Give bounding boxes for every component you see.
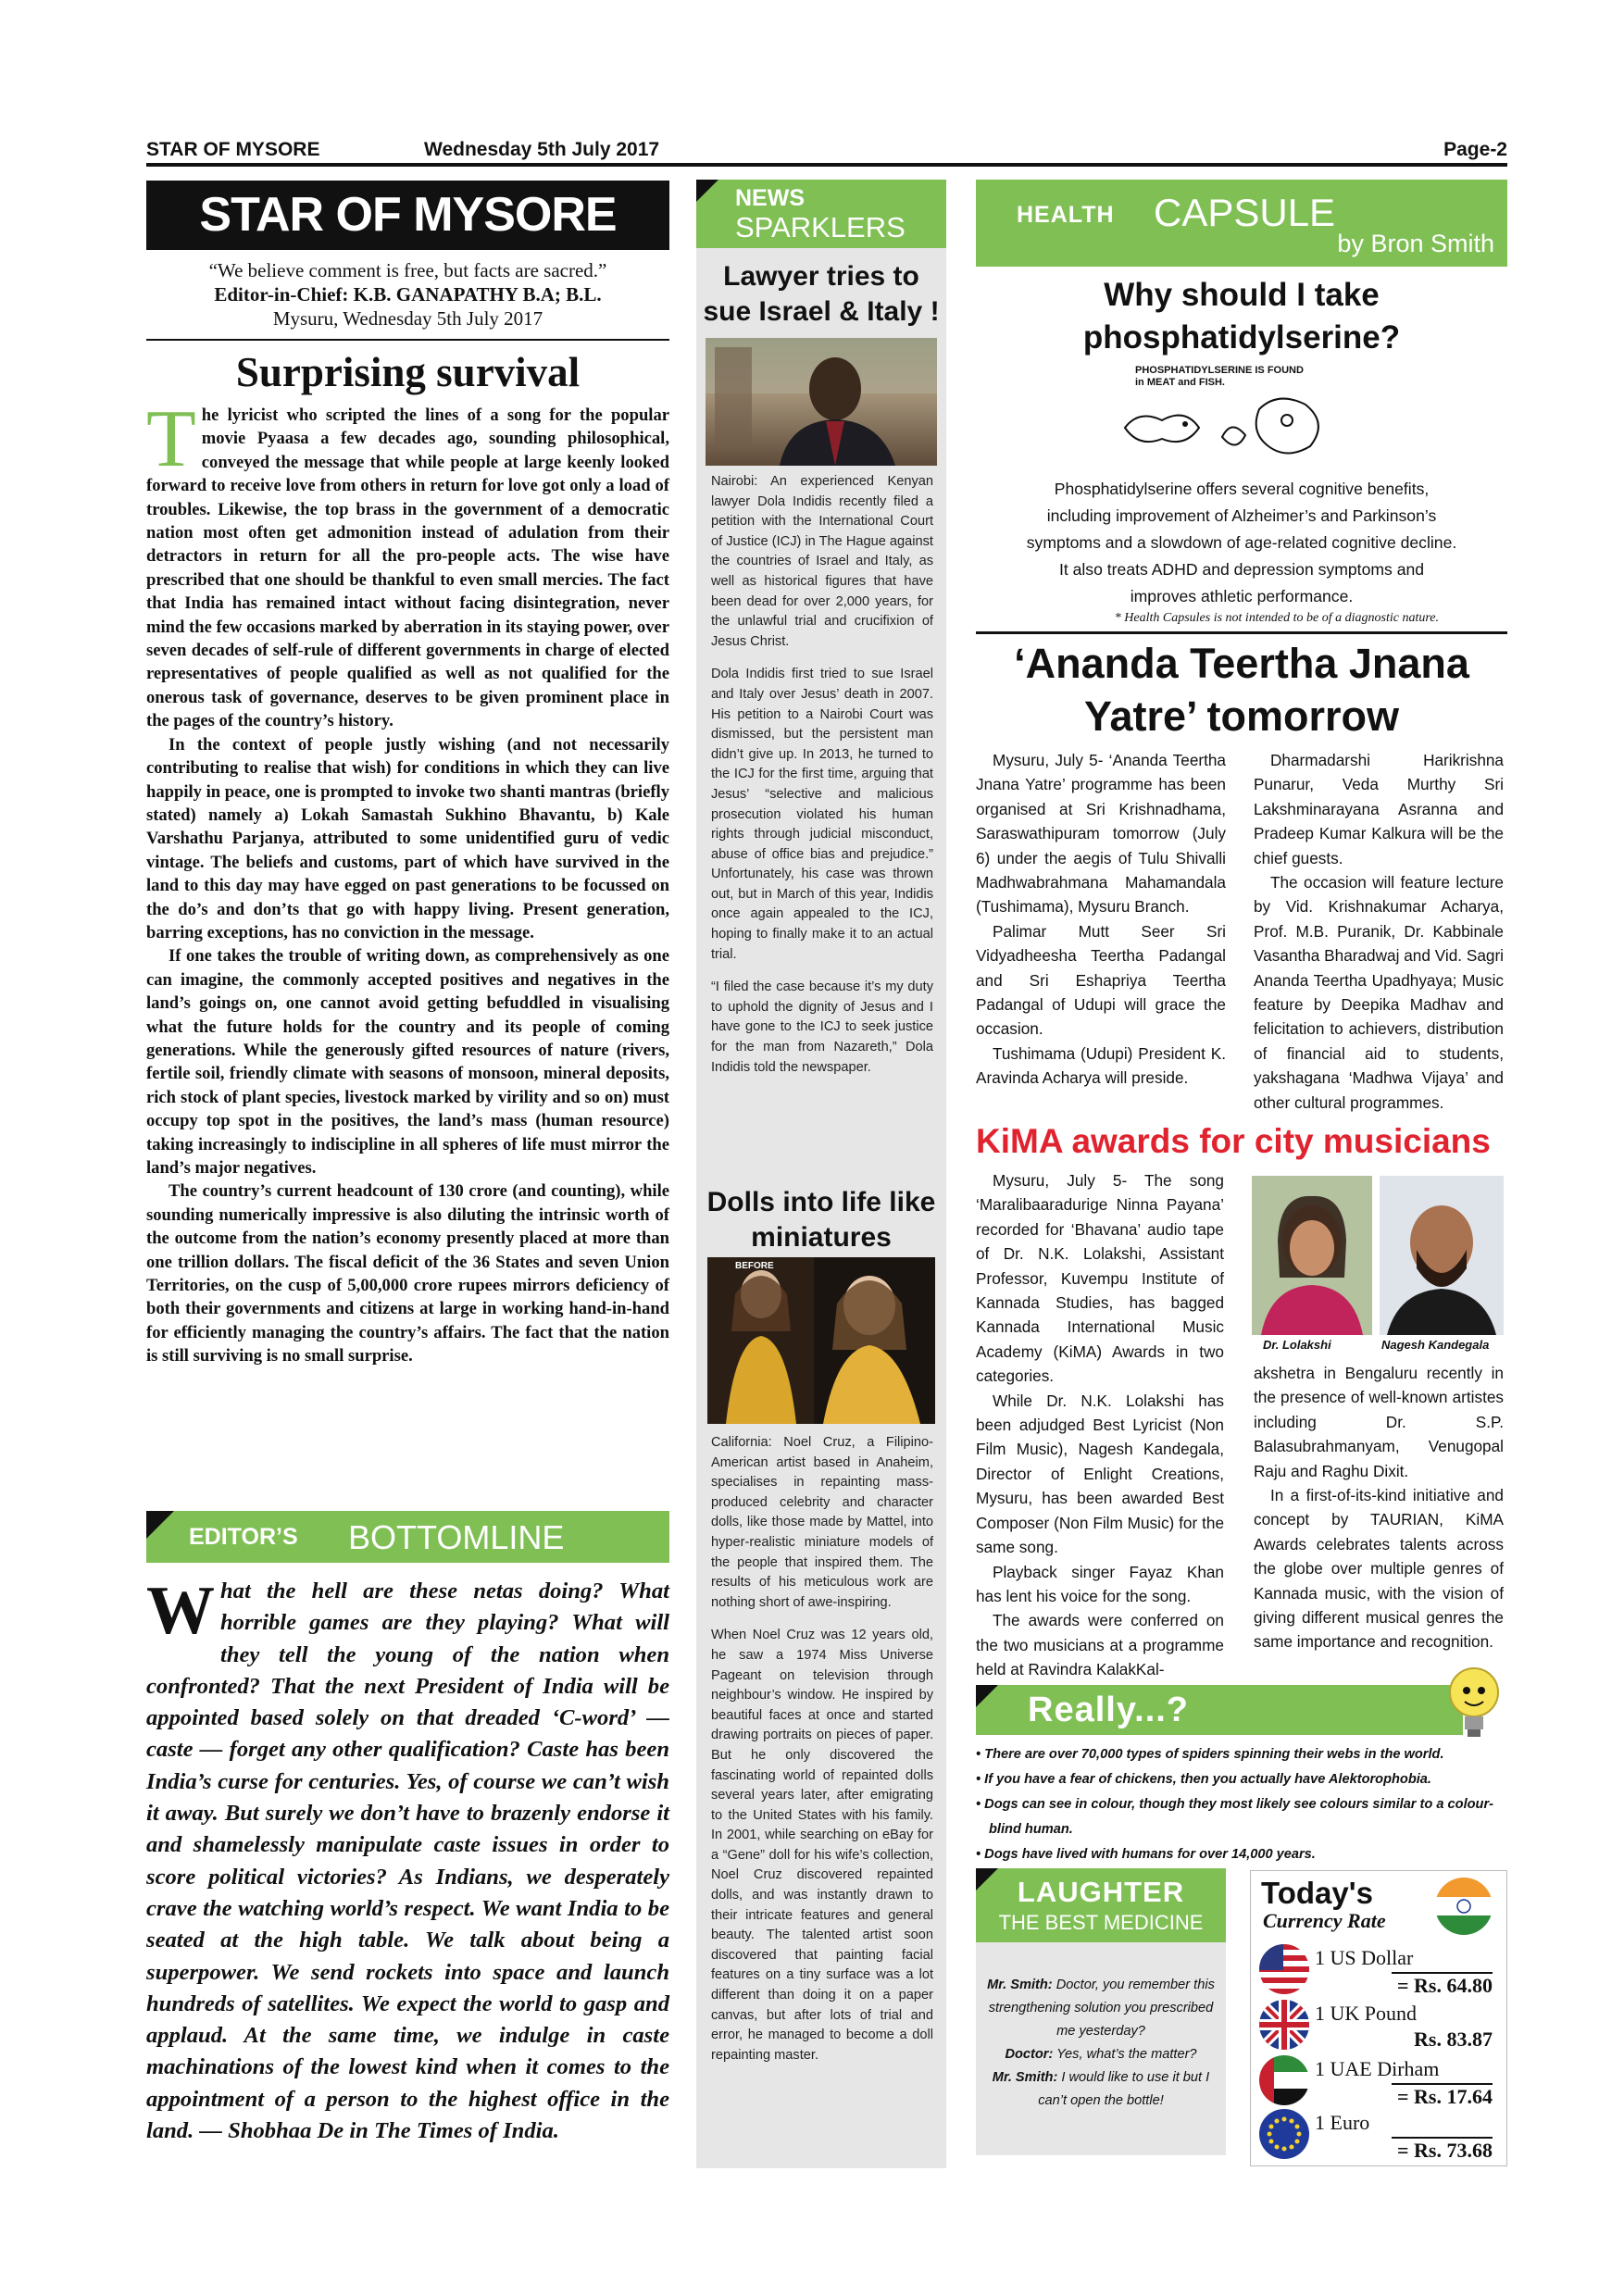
divider <box>976 631 1507 634</box>
joke-speaker: Mr. Smith: <box>987 1978 1053 1992</box>
editorial-paragraph: he lyricist who scripted the lines of a song for the popular movie Pyaasa a few decades ago, sounding philosophical, conveyed the message that while people at large keenly looked forward to receive love from others in return for love got only a load of troubles. Likewise, the top brass in the government of a democratic nation most often get admonition instead of adulation from their detractors in return for all the pro-people acts. The wise have prescribed that one should be thankful to even small mercies. The fact that India has remained intact without facing disintegration, never mind the few occasions marked by aberration in its staying power, over seven decades of self-rule of different governments in charge of elected representatives of people qualified as well as not qualified for the onerous task of governance, deserves to be given prominent place in the pages of the country’s history. <box>146 406 669 731</box>
joke-line: Yes, what’s the matter? <box>1053 2047 1197 2062</box>
story2-headline: Dolls into life like miniatures <box>706 1187 936 1253</box>
editorial-dateline: Mysuru, Wednesday 5th July 2017 <box>272 307 543 330</box>
ananda-col2 <box>1254 748 1504 1115</box>
laughter-banner <box>976 1868 1226 1942</box>
currency-name: 1 UAE Dirham <box>1315 2057 1440 2080</box>
dolls-photo <box>707 1257 935 1424</box>
ananda-paragraph: Dharmadarshi Harikrishna Punarur, Veda Murthy Sri Lakshminarayana Asranna and Pradeep Kumar Kalkura will be the chief guests. <box>1254 751 1504 867</box>
editorial-paragraph: The country’s current headcount of 130 crore (and counting), while sounding numerically impressive is also diluting the intrinsic worth of the outcome from the nation’s economy presently placed at more than one trillion dollars. The fiscal deficit of the 36 States and seven Union Territories, on the cusp of 5,00,000 crore rupees mirrors deficiency of both their governments and citizens at large in working hand-in-hand for efficiently managing the country’s affairs. The fact that the nation is still surviving is no small surprise. <box>146 1181 669 1366</box>
uae-flag-icon <box>1259 2055 1309 2105</box>
fact-item: • There are over 70,000 types of spiders spinning their webs in the world. <box>976 1747 1444 1762</box>
health-body: Phosphatidylserine offers several cognitive benefits, including improvement of Alzheimer’s and Parkinson’s symptoms and a slowdown of age-related cognitive decline. It also treats ADHD and depression symptoms and improves athletic performance. <box>1026 480 1457 605</box>
health-label: CAPSULE <box>1154 191 1336 234</box>
lolakshi-photo <box>1252 1176 1372 1335</box>
currency-value: = Rs. 17.64 <box>1392 2083 1493 2109</box>
nagesh-photo <box>1380 1176 1504 1335</box>
caption-lolakshi: Dr. Lolakshi <box>1263 1338 1331 1352</box>
currency-value: Rs. 83.87 <box>1414 2028 1493 2051</box>
lightbulb-icon <box>1444 1663 1504 1741</box>
joke-speaker: Mr. Smith: <box>992 2070 1058 2085</box>
lawyer-photo <box>706 338 937 466</box>
joke-line: Doctor, you remember this strengthening solution you prescribed me yesterday? <box>988 1978 1215 2039</box>
news-label-top: NEWS <box>735 185 805 211</box>
editorial-title: Surprising survival <box>235 349 581 395</box>
header-page-number: Page-2 <box>1443 139 1507 160</box>
really-facts <box>976 1742 1507 1867</box>
editorial-body <box>146 394 669 1368</box>
currency-row-usd <box>1259 1944 1502 1998</box>
ananda-col1 <box>976 748 1226 1091</box>
kima-headline: KiMA awards for city musicians <box>976 1122 1491 1160</box>
bottomline-text: hat the hell are these netas doing? What horrible games are they playing? What will they tell the young of the nation when confronted? That the next President of India will be appointed based solely on that dreaded ‘C-word’ — caste — forget any other qualification? Caste has been India’s curse for centuries. Yes, of course we can’t wish it away. But surely we don’t have to brazenly endorse it and shamelessly manipulate caste issues in order to score political victories? As Indians, we desperately crave the watching world’s respect. We want India to be seated at the high table. We talk about being a superpower. We send rockets into space and launch hundreds of satellites. We expect the world to gasp and applaud. At the same time, we indulge in caste machinations of the lowest kind when it comes to the appointment of a person to the highest office in the land. — Shobhaa De in The Times of India. <box>146 1578 669 2144</box>
cartoon-caption: PHOSPHATIDYLSERINE IS FOUND in MEAT and FISH. <box>1135 365 1304 388</box>
page-header-bar <box>146 139 1507 167</box>
ananda-paragraph: Mysuru, July 5- ‘Ananda Teertha Jnana Yatre’ programme has been organised at Sri Krishnadhama, Saraswathipuram tomorrow (July 6) under the aegis of Tulu Shivalli Madhwabrahmana Mahamandala (Tushimama), Mysuru Branch. <box>976 751 1226 917</box>
ananda-paragraph: Palimar Mutt Seer Sri Vidyadheesha Teertha Padangal and Sri Eshapriya Teertha Padangal of Udupi will grace the occasion. <box>976 921 1226 1039</box>
bottomline-banner <box>146 1511 669 1563</box>
news-label-bottom: SPARKLERS <box>735 211 906 243</box>
story1-paragraph: Nairobi: An experienced Kenyan lawyer Dola Indidis recently filed a petition with the International Court of Justice (ICJ) in The Hague against the countries of Israel and Italy, as well as historical figures that have been dead for over 2,000 years, for the unlawful trial and crucifixion of Jesus Christ. <box>711 474 933 649</box>
laughter-label-top: LAUGHTER <box>1017 1876 1185 1908</box>
health-cartoon <box>1120 363 1333 465</box>
kima-paragraph: Mysuru, July 5- The song ‘Maralibaaradurige Ninna Payana’ recorded for ‘Bhavana’ audio tape of Dr. N.K. Lolakshi, Assistant Professor, Kuvempu Institute of Kannada Studies, has bagged Kannada International Music Academy (KiMA) Awards in two categories. <box>976 1171 1224 1386</box>
masthead-logo: STAR OF MYSORE <box>146 181 669 250</box>
editor-in-chief: Editor-in-Chief: K.B. GANAPATHY B.A; B.L. <box>214 283 602 306</box>
kima-col1 <box>976 1168 1224 1682</box>
ananda-paragraph: The occasion will feature lecture by Vid. Krishnakumar Acharya, Prof. M.B. Puranik, Dr. Kabbinale Vasantha Bharadwaj and Vid. Sagri Ananda Teertha Upadhyaya; Music feature by Deepika Madhav and felicitation to achievers, distribution of financial aid to students, yakshagana ‘Madhwa Vijaya’ and other cultural programmes. <box>1254 873 1504 1112</box>
photo-before-label: BEFORE <box>735 1261 774 1271</box>
story2-paragraph: When Noel Cruz was 12 years old, he saw a 1974 Miss Universe Pageant on television through neighbour’s window. He inspired by beautiful faces at once and started drawing portraits on pieces of paper. But he only discovered the fascinating world of repainted dolls several years later, after emigrating to the United States with his family. In 2001, while searching on eBay for a “Gene” doll for his wife’s collection, Noel Cruz discovered repainted dolls, and was instantly drawn to their intricate features and general beauty. The talented artist soon discovered that painting facial features on a tiny surface was a lot different than doing it on a paper canvas, but after lots of trial and error, he managed to become a doll repainting master. <box>711 1628 933 2063</box>
bottomline-dropcap: W <box>146 1573 215 1649</box>
fact-item: • Dogs can see in colour, though they most likely see colours similar to a colour-blind human. <box>976 1797 1493 1837</box>
story1-headline: Lawyer tries to sue Israel & Italy ! <box>703 261 940 327</box>
kima-paragraph: Playback singer Fayaz Khan has lent his voice for the song. <box>976 1562 1224 1605</box>
fact-item: • Dogs have lived with humans for over 14,000 years. <box>976 1847 1316 1862</box>
currency-row-eur <box>1259 2109 1502 2163</box>
bottomline-label: BOTTOMLINE <box>348 1518 565 1556</box>
header-date: Wednesday 5th July 2017 <box>424 139 660 160</box>
ananda-paragraph: Tushimama (Udupi) President K. Aravinda Acharya will preside. <box>976 1043 1226 1088</box>
health-note: * Health Capsules is not intended to be of a diagnostic nature. <box>1114 611 1439 625</box>
health-byline: by Bron Smith <box>1337 230 1494 257</box>
news-sparklers-banner <box>696 180 946 248</box>
eu-flag-icon <box>1259 2109 1309 2159</box>
bottomline-body <box>146 1573 669 2147</box>
currency-subtitle: Currency Rate <box>1263 1909 1386 1932</box>
story2-paragraph: California: Noel Cruz, a Filipino-American artist based in Anaheim, specialises in repainting mass-produced celebrity and character dolls, like those made by Mattel, into hyper-realistic miniature models of the people that inspired them. The results of his meticulous work are nothing short of awe-inspiring. <box>711 1435 933 1610</box>
currency-value: = Rs. 73.68 <box>1392 2137 1493 2163</box>
divider <box>146 339 669 341</box>
india-flag-icon <box>1435 1878 1493 1935</box>
joke-line: I would like to use it but I can’t open the bottle! <box>1038 2070 1210 2108</box>
health-capsule-banner <box>976 180 1507 267</box>
uk-flag-icon <box>1259 2000 1309 2050</box>
currency-name: 1 Euro <box>1315 2111 1370 2134</box>
laughter-label-bottom: THE BEST MEDICINE <box>998 1911 1204 1934</box>
header-paper-name: STAR OF MYSORE <box>146 139 320 160</box>
really-banner <box>976 1685 1463 1735</box>
kima-paragraph: The awards were conferred on the two musicians at a programme held at Ravindra KalakKal- <box>976 1611 1224 1679</box>
bottomline-label-bold: EDITOR’S <box>189 1524 298 1550</box>
kima-paragraph: akshetra in Bengaluru recently in the presence of well-known artistes including Dr. S.P. Balasubrahmanyam, Venugopal Raju and Raghu Dixit. <box>1254 1364 1504 1480</box>
really-label: Really...? <box>1028 1691 1190 1729</box>
health-question: Why should I take phosphatidylserine? <box>1082 277 1401 356</box>
laughter-joke <box>983 1974 1218 2113</box>
kima-col2 <box>1254 1361 1504 1654</box>
editorial-dropcap: T <box>146 394 196 484</box>
story1-paragraph: “I filed the case because it’s my duty to uphold the dignity of Jesus and I have gone to the ICJ to seek justice for the man from Nazareth,” Dola Indidis told the newspaper. <box>711 980 933 1075</box>
caption-nagesh: Nagesh Kandegala <box>1381 1338 1490 1352</box>
currency-name: 1 US Dollar <box>1315 1946 1414 1969</box>
masthead-motto: “We believe comment is free, but facts are sacred.” <box>208 259 607 281</box>
kima-captions <box>1252 1335 1504 1355</box>
editorial-paragraph: If one takes the trouble of writing down, as comprehensively as one can imagine, the commonly accepted positives and negatives in the land’s goings on, one cannot avoid getting befuddled in visualising what the future holds for the country and its people of coming generations. While the generously gifted resources of nature (rivers, fertile soil, friendly climate with seasons of monsoon, mineral deposits, rich stock of plant species, livestock marked by virility and so on) must occupy top spot in the positives, the land’s mass (human resource) taking increasingly to indiscipline in all spheres of life must mirror the land’s major negatives. <box>146 946 669 1178</box>
currency-row-aed <box>1259 2055 1502 2109</box>
kima-paragraph: In a first-of-its-kind initiative and concept by TAURIAN, KiMA Awards celebrates talents across the globe over multiple genres of Kannada music, with the vision of giving different musical genres the same importance and recognition. <box>1254 1486 1504 1652</box>
currency-name: 1 UK Pound <box>1315 2002 1418 2025</box>
story2-body <box>711 1433 933 2078</box>
currency-row-gbp <box>1259 2000 1502 2053</box>
currency-title: Today's <box>1261 1876 1373 1910</box>
story1-paragraph: Dola Indidis first tried to sue Israel and Italy over Jesus’ death in 2007. His petition to a Nairobi Court was dismissed, but the persistent man didn’t give up. In 2013, he turned to the ICJ for the first time, arguing that Jesus’ “selective and malicious prosecution violated his human rights through judicial misconduct, abuse of office bias and prejudice.” Unfortunately, his case was thrown out, but in March of this year, Indidis once again appealed to the ICJ, hoping to finally make it to an actual trial. <box>711 667 933 962</box>
currency-value: = Rs. 64.80 <box>1392 1972 1493 1998</box>
us-flag-icon <box>1259 1944 1309 1994</box>
story1-body <box>711 472 933 1091</box>
editorial-paragraph: In the context of people justly wishing (and not necessarily contributing to realise that wish) for conditions in which they can live happily in peace, one is prompted to invoke two shanti mantras (briefly stated) namely a) Lokah Samastah Sukhino Bhavantu, b) Kale Varshathu Parjanya, attributed to some unidentified guru of vedic vintage. The beliefs and customs, part of which have survived in the land to this day may have egged on past generations to be focussed on the do’s and don’ts that go with happy living. Present generation, barring exceptions, has no conviction in the message. <box>146 734 669 942</box>
fact-item: • If you have a fear of chickens, then you actually have Alektorophobia. <box>976 1772 1431 1787</box>
joke-speaker: Doctor: <box>1005 2047 1054 2062</box>
kima-paragraph: While Dr. N.K. Lolakshi has been adjudged Best Lyricist (Non Film Music), Nagesh Kandegala, Director of Enlight Creations, Mysuru, has been awarded Best Composer (Non Film Music) for the same song. <box>976 1391 1224 1557</box>
health-label-bold: HEALTH <box>1017 202 1115 228</box>
ananda-headline: ‘Ananda Teertha Jnana Yatre’ tomorrow <box>1014 640 1469 740</box>
